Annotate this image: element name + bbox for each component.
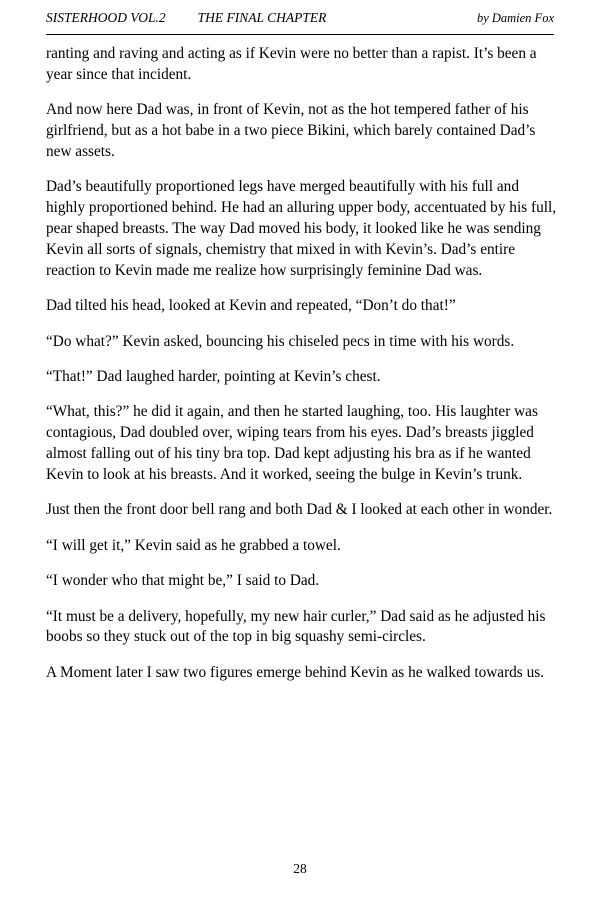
paragraph: “It must be a delivery, hopefully, my new hair curler,” Dad said as he adjusted his boobs so they stuck out of the top in big squashy semi-circles.: [46, 607, 546, 646]
paragraph: “I wonder who that might be,” I said to Dad.: [46, 572, 320, 590]
paragraph: Just then the front door bell rang and both Dad & I looked at each other in wonder.: [46, 501, 553, 519]
paragraph: “I will get it,” Kevin said as he grabbed a towel.: [46, 536, 341, 554]
paragraph: ranting and raving and acting as if Kevin were no better than a rapist. It’s been a year since that incident.: [46, 45, 537, 83]
paragraph: “Do what?” Kevin asked, bouncing his chiseled pecs in time with his words.: [46, 332, 515, 350]
paragraph: A Moment later I saw two figures emerge behind Kevin as he walked towards us.: [46, 663, 545, 681]
page-number: 28: [293, 861, 307, 876]
paragraph: Dad’s beautifully proportioned legs have merged beautifully with his full and highly proportioned behind. He had an alluring upper body, accentuated by his full, pear shaped breasts. The way Dad moved his body, it looked like he was sending Kevin all sorts of signals, chemistry that mixed in with Kevin’s. Dad’s entire reaction to Kevin made me realize how surprisingly feminine Dad was.: [46, 178, 557, 279]
header-chapter-title: THE FINAL CHAPTER: [197, 10, 327, 25]
header-author: by Damien Fox: [476, 11, 554, 25]
paragraph: Dad tilted his head, looked at Kevin and repeated, “Don’t do that!”: [46, 297, 456, 315]
header-book-title: SISTERHOOD VOL.2: [46, 10, 166, 25]
body-text: [46, 44, 559, 698]
header-divider: [46, 34, 554, 35]
page-header: [46, 10, 554, 32]
paragraph: “What, this?” he did it again, and then he started laughing, too. His laughter was contagious, Dad doubled over, wiping tears from his eyes. Dad’s breasts jiggled almost falling out of his tiny bra top. Dad kept adjusting his bra as if he wanted Kevin to look at his breasts. And it worked, seeing the bulge in Kevin’s trunk.: [46, 403, 538, 483]
paragraph: And now here Dad was, in front of Kevin, not as the hot tempered father of his girlfriend, but as a hot babe in a two piece Bikini, which barely contained Dad’s new assets.: [46, 101, 536, 160]
paragraph: “That!” Dad laughed harder, pointing at Kevin’s chest.: [46, 368, 381, 385]
